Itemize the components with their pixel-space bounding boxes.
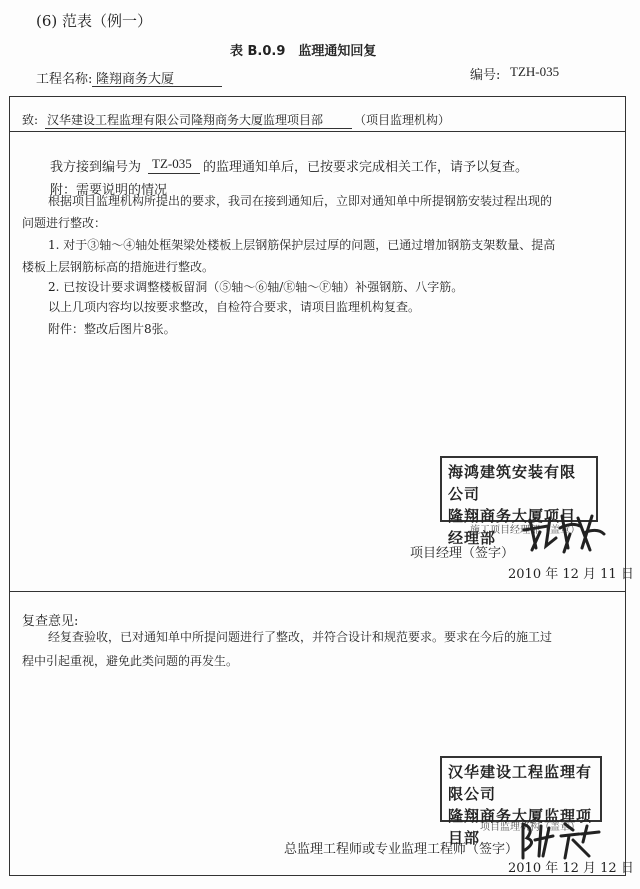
body-para1-line1: 根据项目监理机构所提出的要求，我司在接到通知后，立即对通知单中所提钢筋安装过程出现的 [48,194,553,208]
number-value: TZH-035 [510,64,560,79]
notice-number: TZ-035 [152,156,192,171]
body-item1-line1: 1. 对于③轴～④轴处框架梁处楼板上层钢筋保护层过厚的问题，已通过增加钢筋支架数量、提高 [48,238,556,252]
number-label: 编号: [470,68,501,83]
supervisor-stamp-line1: 汉华建设工程监理有限公司 [448,763,593,803]
project-name-value: 隆翔商务大厦 [96,72,175,87]
body-attachment: 附件：整改后图片8张。 [48,322,176,336]
reply-date: 2010 年 12 月 11 日 [508,567,634,582]
project-manager-label: 项目经理（签字） [410,546,515,561]
reply-line1-post: 的监理通知单后，已按要求完成相关工作，请予以复查。 [203,160,529,175]
contractor-stamp-caption: 施工项目经理部（盖章） [470,525,580,536]
project-name-label: 工程名称: [36,72,93,87]
supervisor-signer-label: 总监理工程师或专业监理工程师（签字） [284,842,519,857]
body-conclusion: 以上几项内容均以按要求整改，自检符合要求，请项目监理机构复查。 [48,300,421,314]
contractor-stamp-line2: 隆翔商务大厦项目经理部 [448,507,577,547]
supervisor-stamp-line2: 隆翔商务大厦监理项目部 [448,807,593,847]
review-title: 复查意见: [22,614,79,629]
body-para1-line2: 问题进行整改： [22,216,107,230]
project-manager-signature [520,508,610,554]
addressee-suffix: （项目监理机构） [354,113,451,127]
supervisor-signature [515,816,605,862]
addressee-prefix: 致: [22,113,39,127]
contractor-stamp-line1: 海鸿建筑安装有限公司 [448,463,577,503]
review-date: 2010 年 12 月 12 日 [508,861,634,876]
supervisor-stamp-caption: 项目监理机构（盖章） [480,822,580,833]
body-item2: 2. 已按设计要求调整楼板留洞（⑤轴～⑥轴/Ⓔ轴～Ⓕ轴）补强钢筋、八字筋。 [48,280,464,294]
section-label: (6) 范表（例一） [36,12,153,30]
section-divider [9,591,626,592]
reply-line1-pre: 我方接到编号为 [50,160,142,175]
body-item1-line2: 楼板上层钢筋标高的措施进行整改。 [22,260,215,274]
addressee-org: 汉华建设工程监理有限公司隆翔商务大厦监理项目部 [47,113,324,127]
attachment-note: 附：需要说明的情况 [50,183,168,198]
notice-number-underline [148,173,200,174]
addressee-divider [9,131,626,132]
review-text-line2: 程中引起重视，避免此类问题的再发生。 [22,654,239,668]
form-title: 表 B.0.9 监理通知回复 [230,44,377,59]
project-name-underline [92,86,222,87]
addressee-underline [45,128,352,129]
review-text-line1: 经复查验收，已对通知单中所提问题进行了整改，并符合设计和规范要求。要求在今后的施工过 [48,630,553,644]
